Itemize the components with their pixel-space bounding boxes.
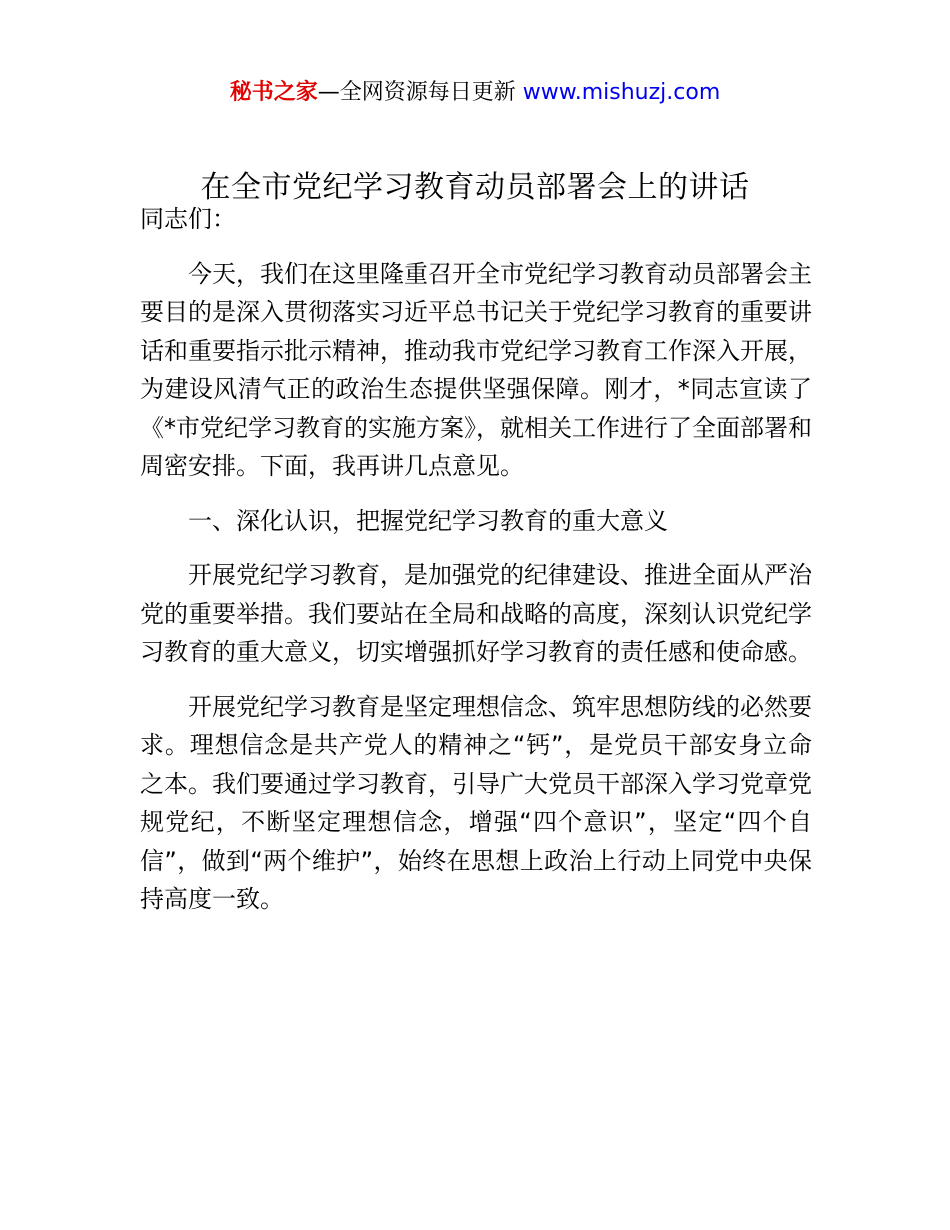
section-heading-1: 一、深化认识，把握党纪学习教育的重大意义 — [188, 506, 668, 535]
paragraph-intro: 今天，我们在这里隆重召开全市党纪学习教育动员部署会主要目的是深入贯彻落实习近平总书记关于党纪学习教育的重要讲话和重要指示批示精神，推动我市党纪学习教育工作深入开展，为建设风清气正的政治生态提供坚强保障。刚才，*同志宣读了《*市党纪学习教育的实施方案》，就相关工作进行了全面部署和周密安排。下面，我再讲几点意见。 — [140, 259, 812, 480]
site-slogan: —全网资源每日更新 — [317, 80, 516, 105]
document-body — [140, 200, 812, 935]
site-brand: 秘书之家 — [229, 80, 318, 105]
salutation: 同志们： — [140, 205, 236, 233]
paragraph-significance: 开展党纪学习教育，是加强党的纪律建设、推进全面从严治党的重要举措。我们要站在全局和战略的高度，深刻认识党纪学习教育的重大意义，切实增强抓好学习教育的责任感和使命感。 — [140, 561, 812, 666]
document-title: 在全市党纪学习教育动员部署会上的讲话 — [200, 170, 750, 205]
site-url-link[interactable]: www.mishuzj.com — [522, 80, 721, 105]
site-header — [0, 76, 950, 110]
paragraph-ideals: 开展党纪学习教育是坚定理想信念、筑牢思想防线的必然要求。理想信念是共产党人的精神之“钙”，是党员干部安身立命之本。我们要通过学习教育，引导广大党员干部深入学习党章党规党纪，不断坚定理想信念，增强“四个意识”，坚定“四个自信”，做到“两个维护”，始终在思想上政治上行动上同党中央保持高度一致。 — [140, 692, 812, 913]
